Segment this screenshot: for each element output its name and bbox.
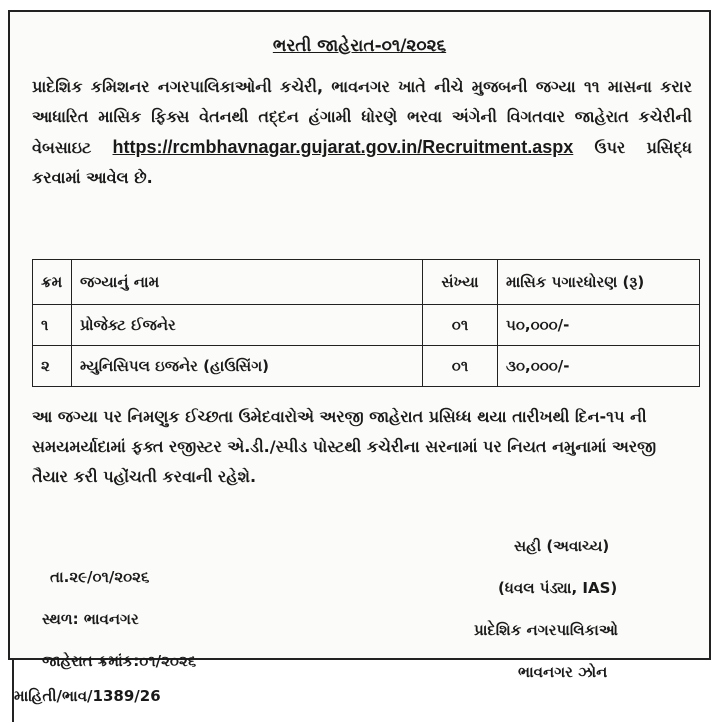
header-salary: માસિક પગારધોરણ (રૂ): [498, 260, 700, 305]
table-row: [33, 346, 700, 387]
officer-designation: પ્રાદેશિક નગરપાલિકાઓ: [474, 621, 618, 639]
notice-date: તા.૨૯/૦૧/૨૦૨૬: [50, 568, 150, 586]
cell-count: ૦૧: [423, 346, 498, 387]
recruitment-url-link[interactable]: https://rcmbhavnagar.gujarat.gov.in/Recruitment.aspx: [112, 137, 574, 157]
cell-serial: ૨: [33, 346, 72, 387]
cell-salary: ૫૦,૦૦૦/-: [498, 305, 700, 346]
table-row: [33, 305, 700, 346]
officer-zone: ભાવનગર ઝોન: [518, 663, 608, 681]
table-header-row: [33, 260, 700, 305]
officer-name: (ધવલ પંડ્યા, IAS): [498, 579, 618, 597]
application-instructions: આ જગ્યા પર નિમણુક ઈચ્છતા ઉમેદવારોએ અરજી જાહેરાત પ્રસિધ્ધ થયા તારીખથી દિન-૧૫ ની સમયમર્યાદામાં ફક્ત રજીસ્ટર એ.ડી./સ્પીડ પોસ્ટથી કચેરીના સરનામાં પર નિયત નમુનામાં અરજી તૈયાર કરી પહોંચતી કરવાની રહેશે.: [32, 407, 657, 486]
notice-intro-paragraph: [32, 72, 692, 193]
cell-count: ૦૧: [423, 305, 498, 346]
cell-post-name: મ્યુનિસિપલ ઇજનેર (હાઉસિંગ): [72, 346, 423, 387]
cell-salary: ૩૦,૦૦૦/-: [498, 346, 700, 387]
info-reference: માહિતી/ભાવ/1389/26: [14, 687, 161, 705]
posts-table: [32, 259, 700, 387]
header-post-name: જગ્યાનું નામ: [72, 260, 423, 305]
intro-text-end: ઉપર પ્રસિદ્ધ કરવામાં આવેલ છે.: [32, 138, 692, 187]
notice-place: સ્થળ: ભાવનગર: [42, 610, 139, 628]
cell-post-name: પ્રોજેક્ટ ઈજનેર: [72, 305, 423, 346]
header-serial: ક્રમ: [33, 260, 72, 305]
ad-number: જાહેરાત ક્રમાંક:૦૧/૨૦૨૬: [42, 652, 197, 670]
intro-text: પ્રાદેશિક કમિશનર નગરપાલિકાઓની કચેરી, ભાવનગર ખાતે નીચે મુજબની જગ્યા ૧૧ માસના કરાર આધારિત માસિક ફિક્સ વેતનથી તદ્દન હંગામી ધોરણે ભરવા અંગેની વિગતવાર જાહેરાત કચેરીની વેબસાઇટ: [32, 77, 692, 157]
header-count: સંખ્યા: [423, 260, 498, 305]
notice-frame: [8, 10, 711, 681]
cell-serial: ૧: [33, 305, 72, 346]
signature-text: સહી (અવાચ્ય): [514, 537, 610, 555]
notice-title: ભરતી જાહેરાત-૦૧/૨૦૨૬: [272, 36, 447, 56]
